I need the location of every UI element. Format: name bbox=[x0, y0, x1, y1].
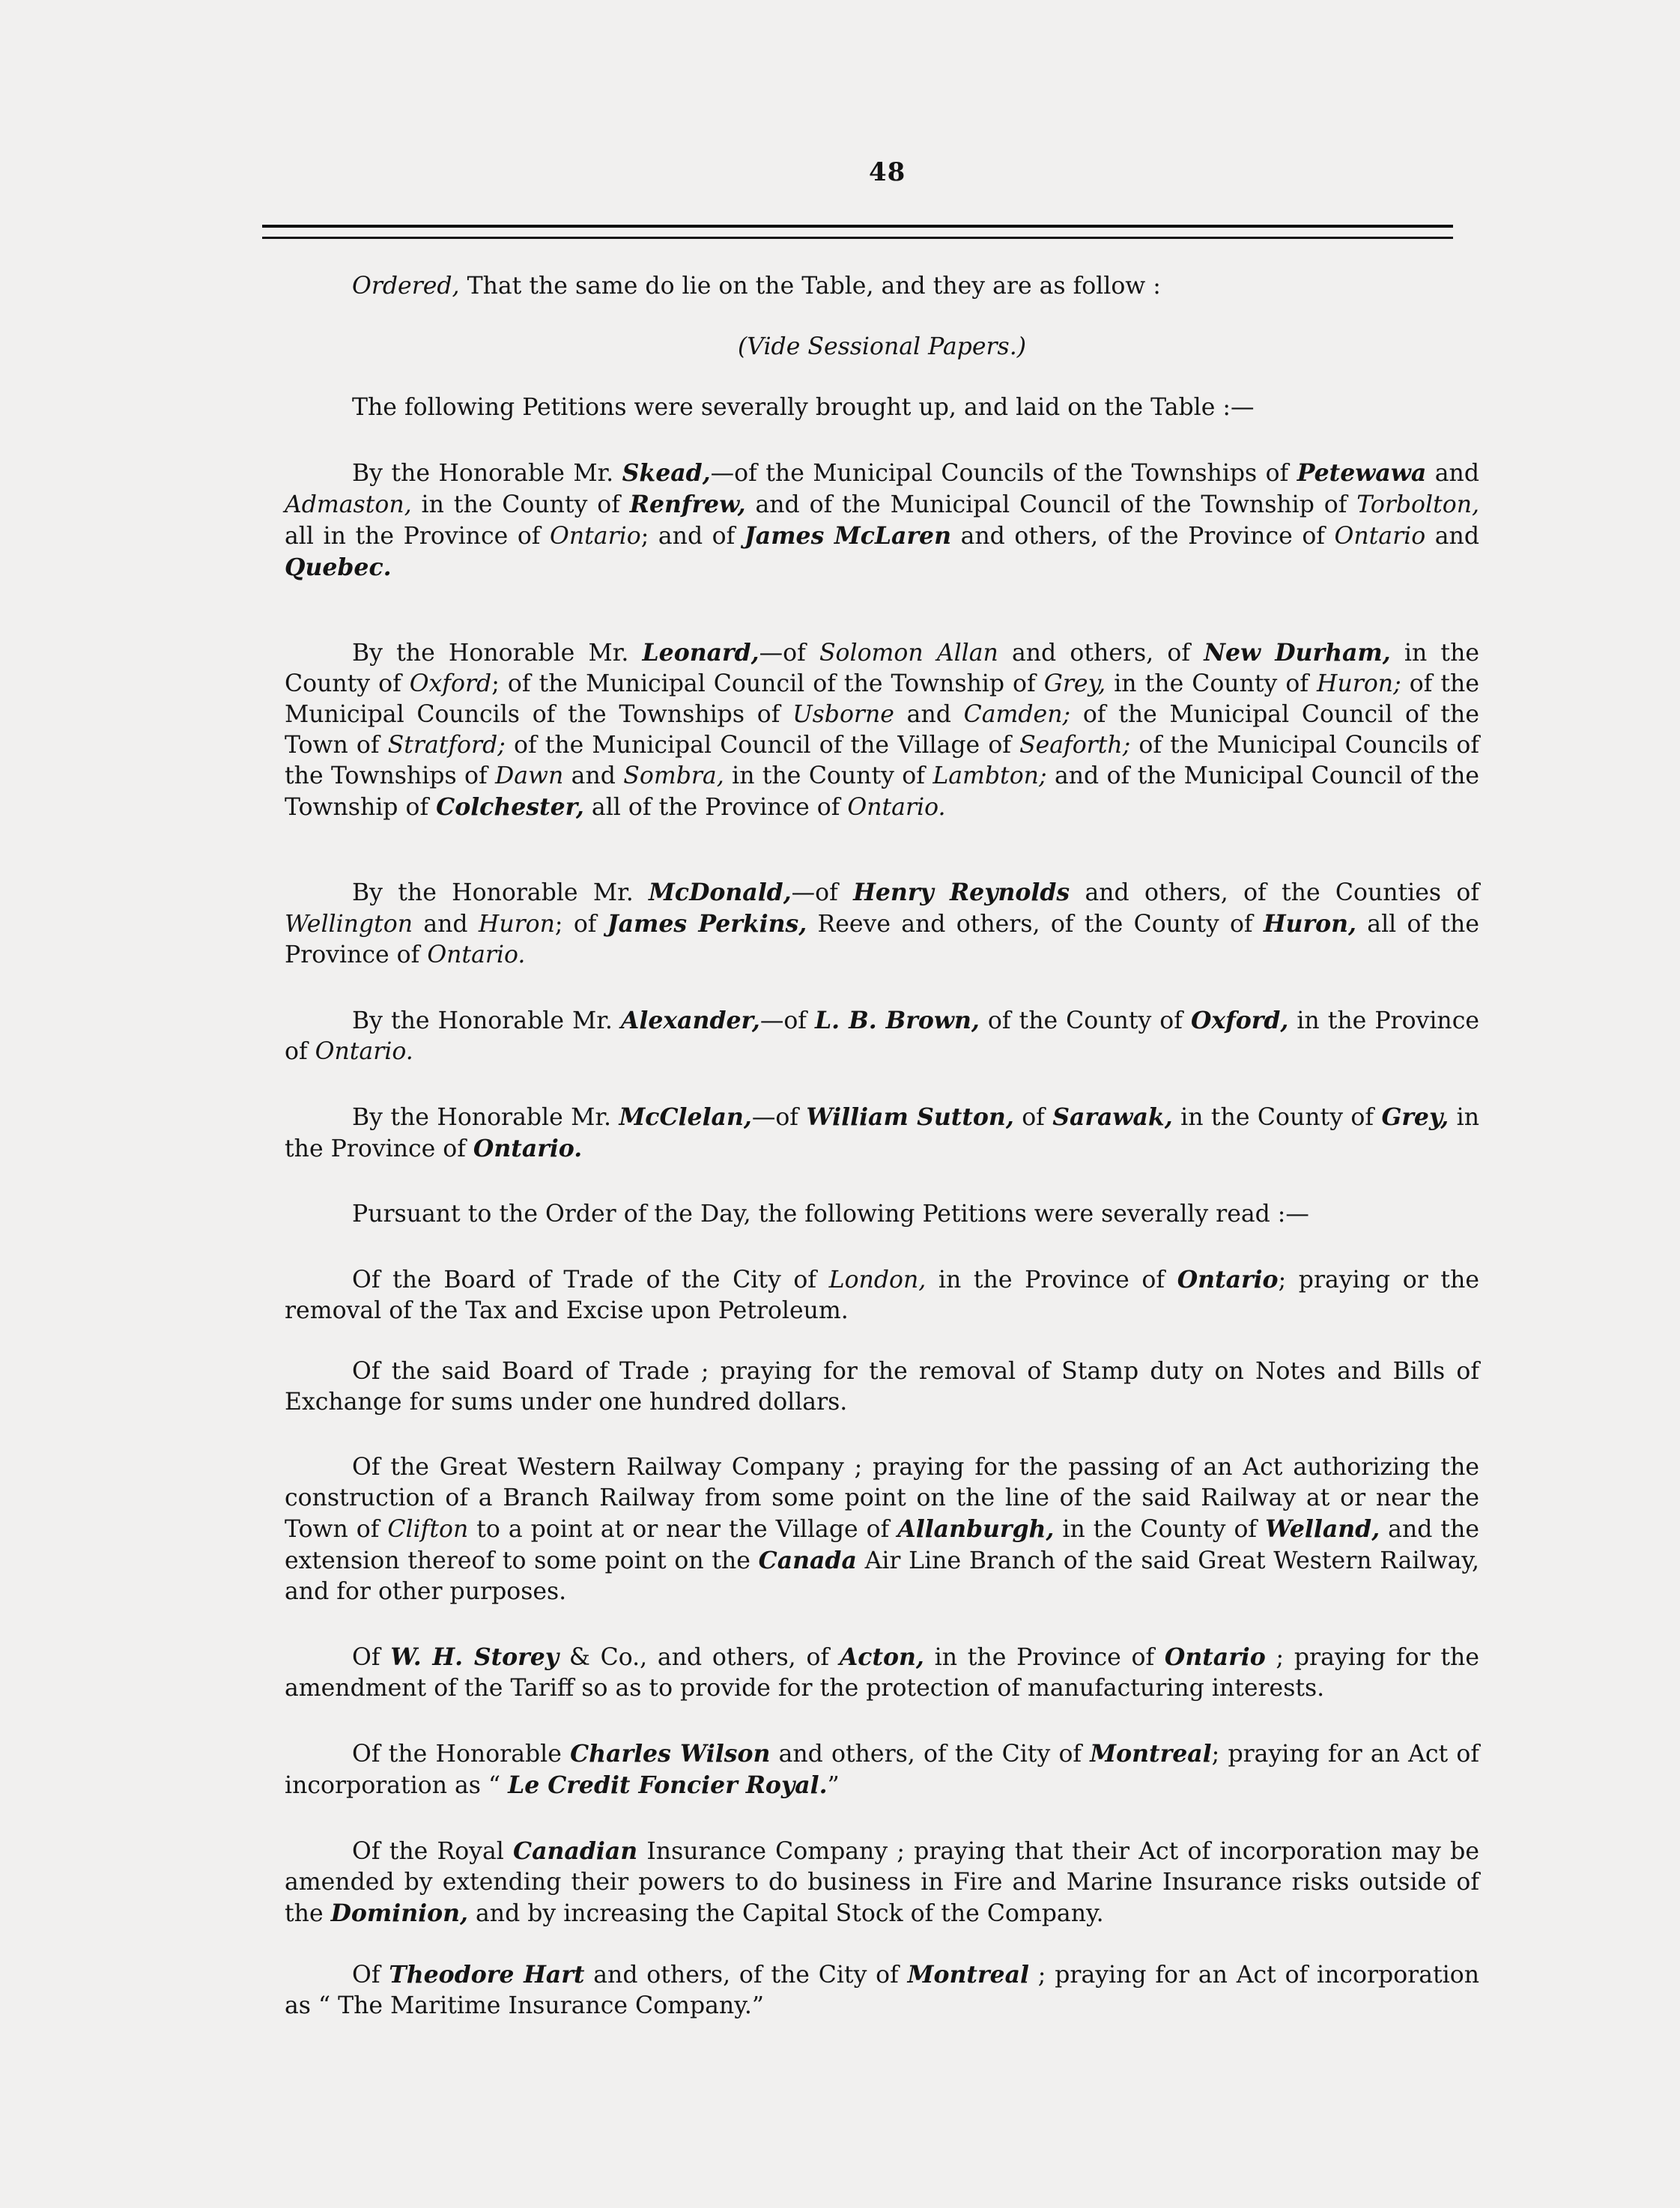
emphasized-text: Ontario. bbox=[847, 794, 946, 821]
text-run: in the County of bbox=[1172, 1104, 1382, 1131]
text-run: —of bbox=[791, 879, 854, 906]
text-run: in the County of bbox=[1106, 670, 1317, 697]
paragraph bbox=[285, 1005, 1479, 1067]
emphasized-text: Oxford bbox=[409, 670, 492, 697]
emphasized-text: Sombra, bbox=[623, 762, 724, 789]
emphasized-text: Huron bbox=[478, 911, 555, 938]
text-run: of the Municipal Council of the Town of bbox=[285, 701, 1479, 759]
emphasized-text: Huron, bbox=[1263, 910, 1357, 938]
text-run: in the Province of bbox=[926, 1267, 1177, 1293]
text-run: By the Honorable Mr. bbox=[352, 460, 622, 487]
paragraph bbox=[285, 1356, 1479, 1418]
paragraph bbox=[285, 1452, 1479, 1607]
emphasized-text: Theodore Hart bbox=[389, 1961, 585, 1989]
emphasized-text: New Durham, bbox=[1204, 639, 1391, 667]
emphasized-text: Petewawa bbox=[1297, 459, 1427, 487]
emphasized-text: W. H. Storey bbox=[390, 1643, 560, 1671]
paragraph-spacer bbox=[285, 1067, 1479, 1102]
emphasized-text: Ordered, bbox=[352, 273, 460, 300]
emphasized-text: Colchester, bbox=[436, 793, 584, 821]
emphasized-text: Clifton bbox=[387, 1516, 469, 1543]
paragraph bbox=[285, 271, 1479, 302]
emphasized-text: Camden; bbox=[963, 701, 1071, 728]
emphasized-text: Charles Wilson bbox=[570, 1740, 771, 1768]
emphasized-text: Ontario bbox=[1177, 1266, 1279, 1293]
paragraph bbox=[285, 1642, 1479, 1704]
paragraph bbox=[285, 1959, 1479, 2022]
text-run: Of the Great Western Railway Company ; praying for the passing of an Act authorizing the construction of a Branch Railway from some point on the line of the said Railway at or near the Town of bbox=[285, 1454, 1479, 1543]
emphasized-text: Montreal bbox=[1090, 1740, 1212, 1768]
text-run: to a point at or near the Village of bbox=[468, 1516, 898, 1543]
paragraph-spacer bbox=[285, 1929, 1479, 1959]
text-run: and others, of the Province of bbox=[951, 523, 1335, 550]
paragraph bbox=[285, 392, 1479, 423]
text-run: ; praying for an Act of incorporation as “ The Maritime Insurance Company.” bbox=[285, 1962, 1479, 2019]
emphasized-text: Admaston, bbox=[285, 491, 412, 518]
emphasized-text: Solomon Allan bbox=[819, 640, 998, 667]
text-run: By the Honorable Mr. bbox=[352, 879, 649, 906]
emphasized-text: Dawn bbox=[495, 762, 564, 789]
emphasized-text: Sarawak, bbox=[1052, 1103, 1173, 1131]
text-run: and bbox=[1426, 460, 1479, 487]
text-run: The following Petitions were severally brought up, and laid on the Table :— bbox=[352, 394, 1255, 421]
emphasized-text: Usborne bbox=[792, 701, 894, 728]
text-run: in the County of bbox=[285, 640, 1480, 697]
text-run: and others, of the Counties of bbox=[1070, 879, 1479, 906]
text-run: in the Province of bbox=[285, 1104, 1480, 1162]
text-run: and of the Municipal Council of the Township of bbox=[285, 762, 1479, 821]
emphasized-text: Acton, bbox=[839, 1643, 924, 1671]
paragraph-spacer bbox=[285, 823, 1479, 877]
text-run: Pursuant to the Order of the Day, the following Petitions were severally read :— bbox=[352, 1201, 1309, 1228]
text-run: all in the Province of bbox=[285, 523, 551, 550]
emphasized-text: Stratford; bbox=[387, 732, 506, 759]
emphasized-text: Huron; bbox=[1317, 670, 1401, 697]
emphasized-text: Quebec. bbox=[285, 553, 392, 581]
paragraph-spacer bbox=[285, 1607, 1479, 1642]
text-run: Insurance Company ; praying that their Act of incorporation may be amended by extending their powers to do business in Fire and Marine Insurance risks outside of the bbox=[285, 1838, 1479, 1927]
text-run: of the Municipal Councils of the Townships of bbox=[285, 670, 1479, 728]
emphasized-text: Henry Reynolds bbox=[853, 879, 1070, 906]
text-run: of the County of bbox=[979, 1007, 1191, 1034]
text-run: and bbox=[413, 911, 479, 938]
text-run: in the Province of bbox=[285, 1007, 1480, 1065]
emphasized-text: Seaforth; bbox=[1019, 732, 1131, 759]
paragraph bbox=[285, 1264, 1479, 1326]
emphasized-text: Ontario. bbox=[427, 941, 526, 968]
emphasized-text: London, bbox=[828, 1267, 927, 1293]
emphasized-text: Grey, bbox=[1043, 670, 1106, 697]
emphasized-text: Canada bbox=[758, 1547, 857, 1574]
text-run: & Co., and others, of bbox=[559, 1644, 840, 1671]
text-run: By the Honorable Mr. bbox=[352, 1007, 621, 1034]
emphasized-text: Ontario bbox=[550, 523, 641, 550]
paragraph bbox=[285, 332, 1479, 363]
text-run: ; and of bbox=[640, 523, 745, 550]
paragraph bbox=[285, 1738, 1479, 1801]
emphasized-text: L. B. Brown, bbox=[814, 1007, 980, 1034]
text-run: in the County of bbox=[724, 762, 933, 789]
emphasized-text: Torbolton, bbox=[1356, 491, 1479, 518]
paragraph bbox=[285, 1199, 1479, 1230]
text-run: ; praying for the amendment of the Tariff so as to provide for the protection of manufacturing interests. bbox=[285, 1644, 1479, 1702]
emphasized-text: Alexander, bbox=[620, 1007, 760, 1034]
text-run: Of the Honorable bbox=[352, 1741, 571, 1768]
text-run: By the Honorable Mr. bbox=[352, 640, 643, 667]
text-run: Of the Royal bbox=[352, 1838, 514, 1865]
text-run: of the Municipal Council of the Village of bbox=[505, 732, 1020, 759]
emphasized-text: Canadian bbox=[513, 1837, 638, 1865]
emphasized-text: Ontario bbox=[1334, 523, 1426, 550]
text-run: ; praying for an Act of incorporation as “ bbox=[285, 1741, 1480, 1799]
body-text bbox=[285, 271, 1479, 2022]
emphasized-text: McDonald, bbox=[649, 879, 792, 906]
emphasized-text: Lambton; bbox=[933, 762, 1047, 789]
emphasized-text: Wellington bbox=[285, 911, 413, 938]
emphasized-text: Ontario. bbox=[315, 1038, 413, 1065]
emphasized-text: Skead, bbox=[622, 459, 711, 487]
text-run: Of the said Board of Trade ; praying for the removal of Stamp duty on Notes and Bills of Exchange for sums under one hundred dollars. bbox=[285, 1358, 1479, 1416]
paragraph bbox=[285, 458, 1479, 583]
paragraph bbox=[285, 1836, 1479, 1929]
text-run: Of the Board of Trade of the City of bbox=[352, 1267, 829, 1293]
paragraph-spacer bbox=[285, 1165, 1479, 1199]
emphasized-text: Renfrew, bbox=[629, 491, 746, 518]
text-run: all of the Province of bbox=[285, 911, 1479, 968]
text-run: and others, of the City of bbox=[770, 1741, 1091, 1768]
page-number: 48 bbox=[869, 157, 906, 187]
text-run: ; of bbox=[554, 911, 607, 938]
text-run: Of bbox=[352, 1644, 391, 1671]
text-run: and bbox=[563, 762, 624, 789]
text-run: and the extension thereof to some point on the bbox=[285, 1516, 1479, 1574]
text-run: Air Line Branch of the said Great Western Railway, and for other purposes. bbox=[285, 1547, 1479, 1605]
text-run: and bbox=[894, 701, 964, 728]
header-rule-top bbox=[262, 225, 1453, 228]
paragraph-spacer bbox=[285, 1230, 1479, 1264]
text-run: and others, of the City of bbox=[584, 1962, 908, 1989]
emphasized-text: Montreal bbox=[907, 1961, 1029, 1989]
text-run: ” bbox=[827, 1772, 840, 1799]
paragraph-spacer bbox=[285, 363, 1479, 392]
text-run: in the County of bbox=[411, 491, 630, 518]
text-run: and others, of bbox=[998, 640, 1204, 667]
text-run: —of the Municipal Councils of the Townships of bbox=[710, 460, 1297, 487]
paragraph-spacer bbox=[285, 423, 1479, 458]
text-run: —of bbox=[759, 640, 819, 667]
text-run: By the Honorable Mr. bbox=[352, 1104, 619, 1131]
emphasized-text: Oxford, bbox=[1190, 1007, 1289, 1034]
paragraph bbox=[285, 637, 1479, 823]
header-rule-bottom bbox=[262, 237, 1453, 239]
text-run: of bbox=[1013, 1104, 1053, 1131]
text-run: That the same do lie on the Table, and they are as follow : bbox=[459, 273, 1161, 300]
paragraph-spacer bbox=[285, 1326, 1479, 1356]
text-run: Reeve and others, of the County of bbox=[807, 911, 1264, 938]
text-run: all of the Province of bbox=[583, 794, 848, 821]
emphasized-text: Ontario bbox=[1164, 1643, 1266, 1671]
emphasized-text: (Vide Sessional Papers.) bbox=[737, 333, 1026, 360]
emphasized-text: James Perkins, bbox=[607, 910, 807, 938]
paragraph-spacer bbox=[285, 1801, 1479, 1836]
emphasized-text: Leonard, bbox=[642, 639, 759, 667]
emphasized-text: William Sutton, bbox=[806, 1103, 1014, 1131]
emphasized-text: Ontario. bbox=[473, 1135, 583, 1162]
emphasized-text: Allanburgh, bbox=[897, 1515, 1055, 1543]
text-run: ; praying or the removal of the Tax and Excise upon Petroleum. bbox=[285, 1267, 1480, 1324]
paragraph-spacer bbox=[285, 583, 1479, 637]
emphasized-text: Welland, bbox=[1265, 1515, 1380, 1543]
paragraph-spacer bbox=[285, 302, 1479, 332]
text-run: of the Municipal Councils of the Townships of bbox=[285, 732, 1479, 789]
text-run: and by increasing the Capital Stock of the Company. bbox=[467, 1900, 1104, 1927]
text-run: in the Province of bbox=[924, 1644, 1165, 1671]
paragraph-spacer bbox=[285, 971, 1479, 1005]
text-run: ; of the Municipal Council of the Township of bbox=[491, 670, 1044, 697]
paragraph-spacer bbox=[285, 1418, 1479, 1452]
text-run: —of bbox=[759, 1007, 815, 1034]
emphasized-text: Grey, bbox=[1381, 1103, 1449, 1131]
paragraph bbox=[285, 877, 1479, 971]
emphasized-text: James McLaren bbox=[744, 522, 951, 550]
text-run: —of bbox=[751, 1104, 807, 1131]
text-run: and bbox=[1425, 523, 1479, 550]
emphasized-text: Dominion, bbox=[330, 1899, 468, 1927]
emphasized-text: McClelan, bbox=[619, 1103, 752, 1131]
paragraph-spacer bbox=[285, 1704, 1479, 1738]
text-run: in the County of bbox=[1054, 1516, 1266, 1543]
text-run: Of bbox=[352, 1962, 389, 1989]
emphasized-text: Le Credit Foncier Royal. bbox=[508, 1771, 828, 1799]
text-run: and of the Municipal Council of the Township of bbox=[745, 491, 1357, 518]
paragraph bbox=[285, 1102, 1479, 1165]
